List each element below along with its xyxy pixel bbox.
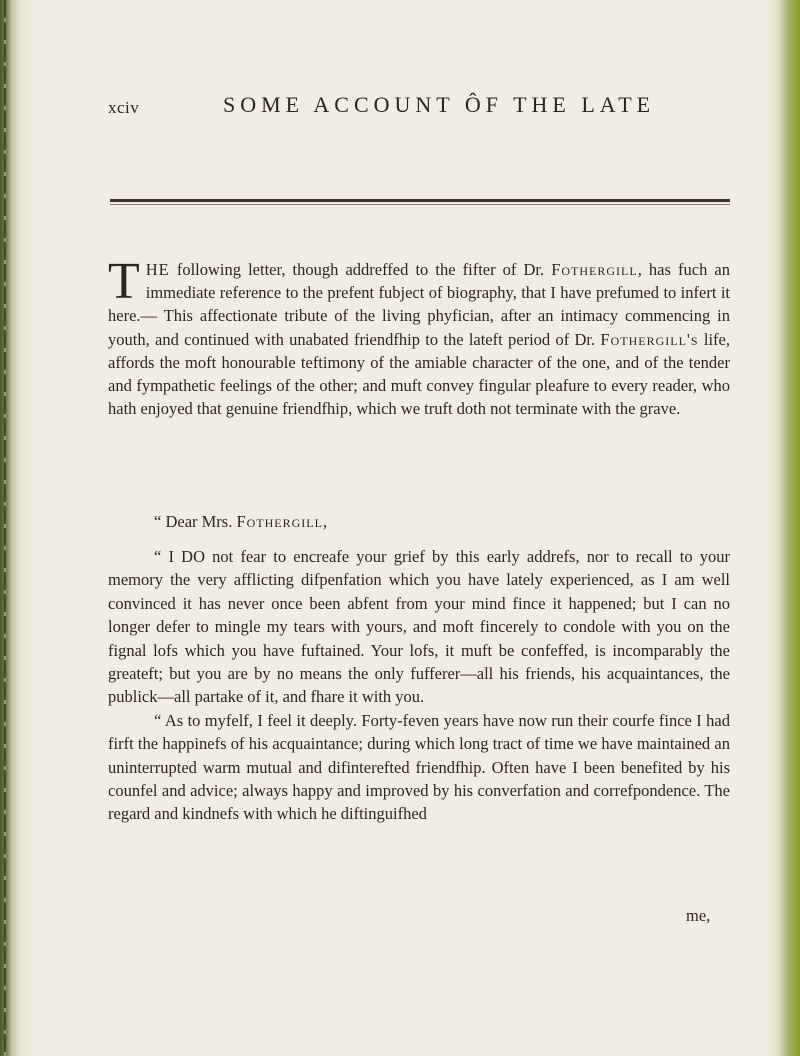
drop-cap: T [108, 253, 140, 310]
letter-paragraph-1: “ I DO not fear to encreafe your grief by this early addrefs, nor to recall to your memory the very afflicting difpenfation which you have lately experienced, as I am well convinced it has never once been abfent from your mind fince it happened; but I can no longer defer to mingle my tears with yours, and moft fincerely to condole with you on the fignal lofs which you have fuftained. Your lofs, it muft be confeffed, is incomparably the greateft; but you are by no means the only fufferer—all his friends, his acquaintances, the publick—all partake of it, and fhare it with you. [108, 547, 730, 707]
intro-name-1: Fothergill [551, 260, 638, 279]
header-rule-thin [110, 204, 730, 205]
letter-body [108, 545, 730, 826]
intro-text-2: , has fuch an immediate reference to the prefent fubject of biography, that I have prefumed to infert it here.— This affectionate tribute of the living phyfician, after an intimacy commencing in youth, and continued with unabated friendfhip to the lateft period of Dr. [108, 260, 730, 349]
running-head [108, 92, 708, 122]
running-title: SOME ACCOUNT ÔF THE LATE [223, 92, 656, 117]
letter-salutation [154, 512, 328, 532]
intro-name-2: Fothergill's [600, 329, 699, 349]
intro-first-word: HE [145, 260, 170, 279]
intro-paragraph [108, 253, 730, 420]
page-number: xciv [108, 98, 140, 117]
letter-paragraph-2: “ As to myfelf, I feel it deeply. Forty-feven years have now run their courfe fince I had firft the happinefs of his acquaintance; during which long tract of time we have maintained an uninterrupted warm mutual and difinterefted friendfhip. Often have I been benefited by his counfel and advice; always happy and improved by his converfation and correfpondence. The regard and kindnefs with which he diftinguifhed [108, 710, 730, 824]
salutation-prefix: “ Dear Mrs. [154, 512, 237, 531]
book-page [36, 0, 766, 1056]
intro-text-3: life, affords the moft honourable teftimony of the amiable character of the one, and of the tender and fympathetic feelings of the other; and muft convey fingular pleafure to every reader, who hath enjoyed that genuine friendfhip, which we truft doth not terminate with the grave. [108, 329, 730, 419]
catchword: me, [686, 906, 711, 925]
salutation-name: Fothergill, [236, 512, 329, 531]
page-edge [768, 0, 800, 1056]
binding-edge [0, 0, 34, 1056]
header-rule [110, 199, 730, 202]
intro-text-1: following letter, though addreffed to the fifter of Dr. [169, 260, 552, 279]
